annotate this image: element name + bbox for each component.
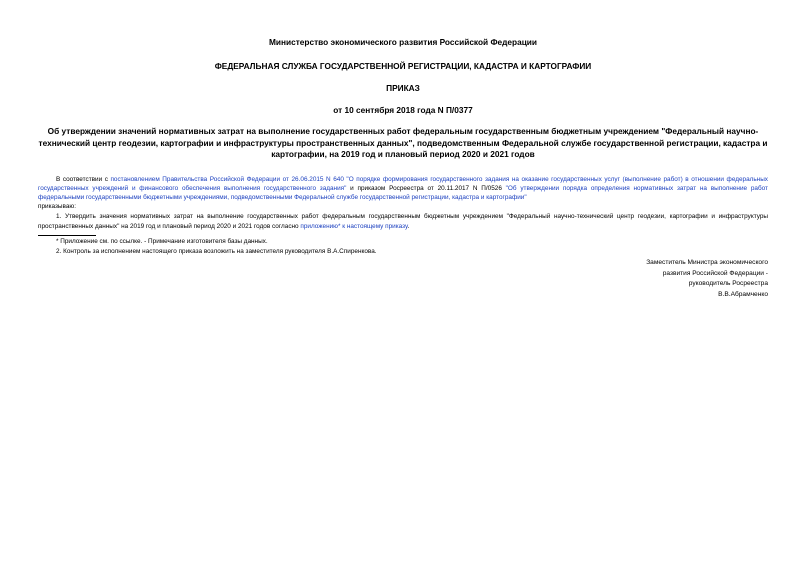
order-date-number: от 10 сентября 2018 года N П/0377 — [333, 105, 473, 115]
appendix-link[interactable]: приложению* к настоящему приказу — [300, 222, 408, 230]
signature-line-1: Заместитель Министра экономического — [646, 258, 768, 266]
preamble-middle: и приказом Росреестра от 20.11.2017 N П/0526 — [346, 184, 506, 192]
signature-line-3: руководитель Росреестра — [688, 280, 768, 288]
preamble-paragraph — [38, 175, 768, 212]
signature-name: В.В.Абрамченко — [718, 290, 768, 298]
document-page — [38, 30, 768, 300]
footnote: * Приложение см. по ссылке. - Примечание изготовителя базы данных. — [56, 237, 268, 245]
service-heading: ФЕДЕРАЛЬНАЯ СЛУЖБА ГОСУДАРСТВЕННОЙ РЕГИСТРАЦИИ, КАДАСТРА И КАРТОГРАФИИ — [214, 61, 592, 71]
ministry-heading: Министерство экономического развития Российской Федерации — [268, 37, 538, 47]
footnote-divider — [38, 235, 96, 236]
government-decree-link[interactable]: постановлением Правительства Российской Федерации от 26.06.2015 N 640 "О порядке формирования государственного задания на оказание государственных услуг (выполнение работ) в отношении федеральных государственных учреждений и финансового обеспечения выполнения государственного задания" — [38, 175, 768, 192]
document-title: Об утверждении значений нормативных затрат на выполнение государственных работ федеральным государственным бюджетным учреждением "Федеральный научно-технический центр геодезии, картографии и инфраструктуры пространственных данных", подведомственным Федеральной службе государственной регистрации, кадастра и картографии, на 2019 год и плановый период 2020 и 2021 годов — [38, 126, 768, 159]
signature-line-2: развития Российской Федерации - — [662, 269, 768, 277]
signature-block — [38, 258, 768, 300]
rosreestr-order-link[interactable]: "Об утверждении порядка определения нормативных затрат на выполнение работ федеральными государственными бюджетными учреждениями, подведомственными Федеральной службе государственной регистрации, кадастра и картографии" — [38, 184, 768, 201]
order-item-2: 2. Контроль за исполнением настоящего приказа возложить на заместителя руководителя В.А.Спиренкова. — [56, 247, 377, 255]
preamble-closing: приказываю: — [38, 203, 76, 211]
item-1-text: 1. Утвердить значения нормативных затрат на выполнение государственных работ федеральным государственным бюджетным учреждением "Федеральный научно-технический центр геодезии, картографии и инфраструктуры пространственных данных" на 2019 год и плановый период 2020 и 2021 годов согласно — [38, 213, 768, 230]
order-item-1 — [38, 212, 768, 230]
preamble-intro: В соответствии с — [56, 175, 111, 183]
document-type: ПРИКАЗ — [386, 83, 420, 93]
item-1-end: . — [407, 222, 410, 230]
